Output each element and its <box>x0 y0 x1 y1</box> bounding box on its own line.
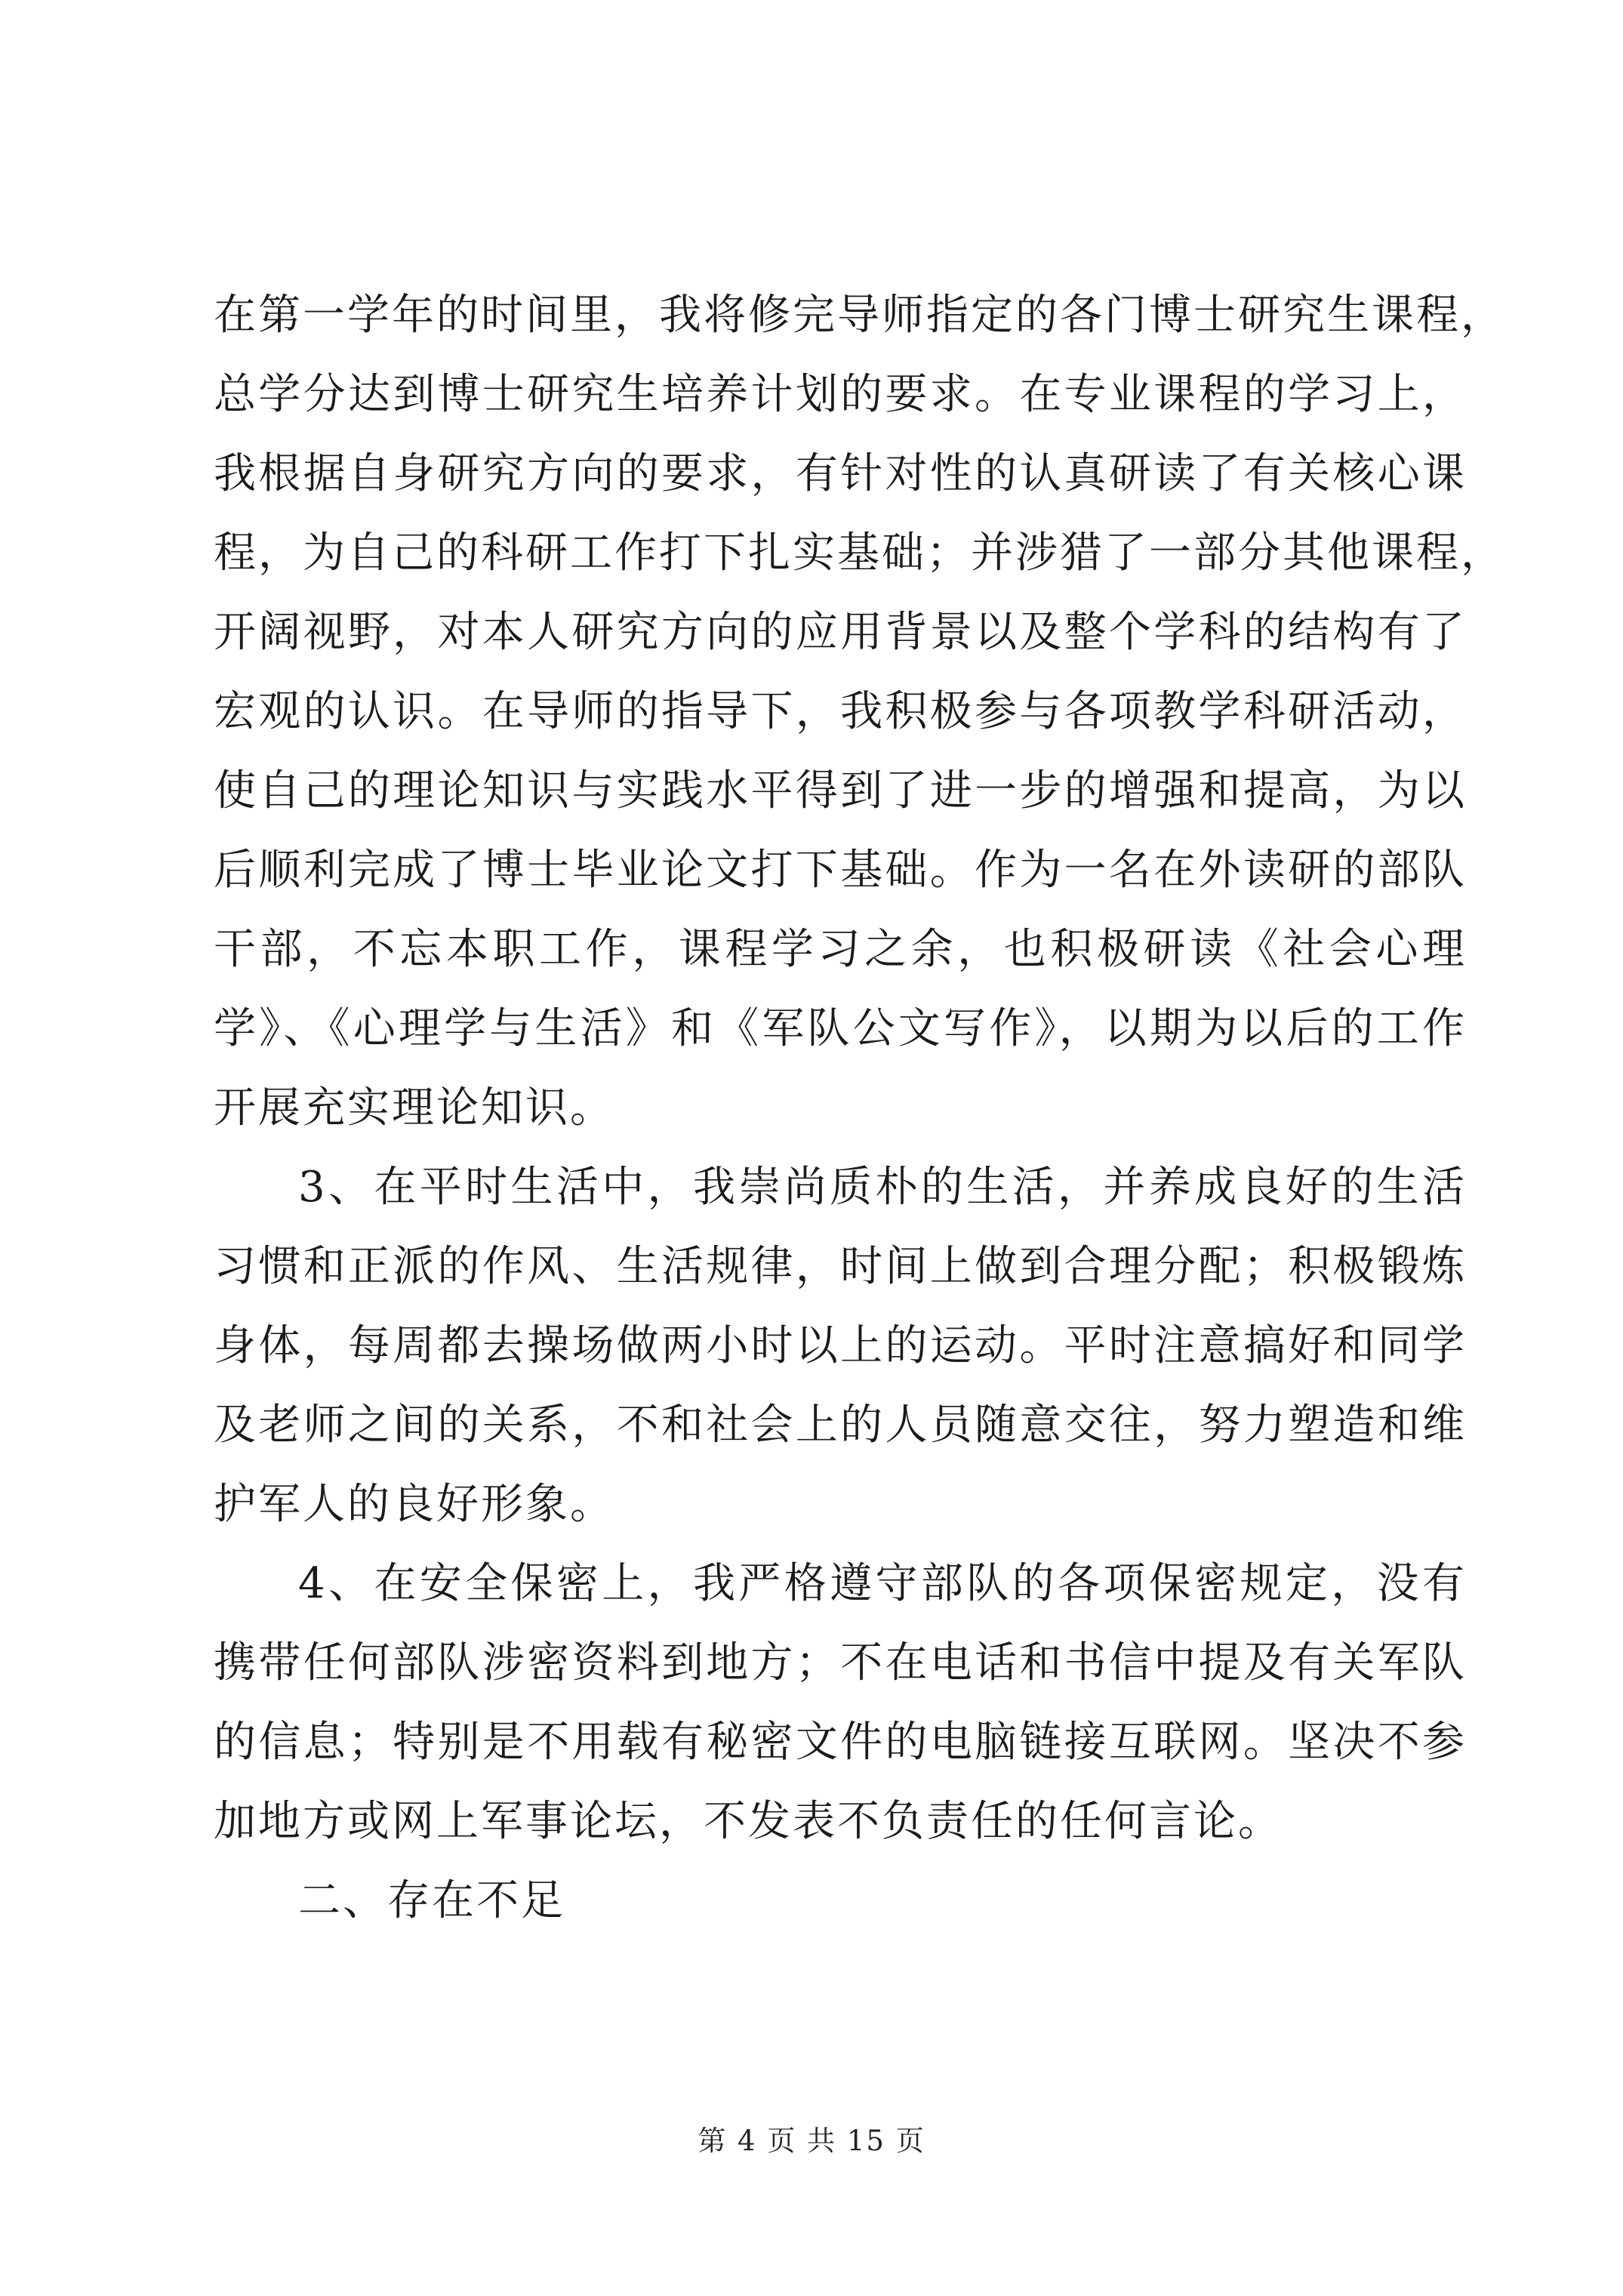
section-heading: 二、存在不足 <box>298 1876 565 1925</box>
text-line-18: 携带任何部队涉密资料到地方；不在电话和书信中提及有关军队 <box>214 1638 1467 1687</box>
text-line-9: 干部，不忘本职工作，课程学习之余，也积极研读《社会心理 <box>214 925 1467 974</box>
text-line-17: 4、在安全保密上，我严格遵守部队的各项保密规定，没有 <box>298 1559 1467 1608</box>
text-line-12: 3、在平时生活中，我崇尚质朴的生活，并养成良好的生活 <box>298 1163 1467 1212</box>
text-line-7: 使自己的理论知识与实践水平得到了进一步的增强和提高，为以 <box>214 766 1467 815</box>
text-line-4: 程，为自己的科研工作打下扎实基础；并涉猎了一部分其他课程， <box>214 529 1505 578</box>
text-line-11: 开展充实理论知识。 <box>214 1083 614 1133</box>
text-line-1: 在第一学年的时间里，我将修完导师指定的各门博士研究生课程， <box>214 291 1505 340</box>
text-line-2: 总学分达到博士研究生培养计划的要求。在专业课程的学习上， <box>214 370 1467 419</box>
text-line-13: 习惯和正派的作风、生活规律，时间上做到合理分配；积极锻炼 <box>214 1242 1467 1291</box>
text-line-6: 宏观的认识。在导师的指导下，我积极参与各项教学科研活动， <box>214 687 1467 736</box>
text-line-19: 的信息；特别是不用载有秘密文件的电脑链接互联网。坚决不参 <box>214 1718 1467 1767</box>
text-line-8: 后顺利完成了博士毕业论文打下基础。作为一名在外读研的部队 <box>214 846 1467 895</box>
text-line-16: 护军人的良好形象。 <box>214 1480 614 1529</box>
text-line-10: 学》、《心理学与生活》和《军队公文写作》，以期为以后的工作 <box>214 1004 1467 1053</box>
text-line-15: 及老师之间的关系，不和社会上的人员随意交往，努力塑造和维 <box>214 1401 1467 1450</box>
page-number-footer: 第 4 页 共 15 页 <box>698 2125 925 2157</box>
text-line-14: 身体，每周都去操场做两小时以上的运动。平时注意搞好和同学 <box>214 1321 1467 1370</box>
text-line-20: 加地方或网上军事论坛，不发表不负责任的任何言论。 <box>214 1797 1283 1846</box>
text-line-5: 开阔视野，对本人研究方向的应用背景以及整个学科的结构有了 <box>214 608 1467 657</box>
text-line-3: 我根据自身研究方向的要求，有针对性的认真研读了有关核心课 <box>214 449 1467 498</box>
document-body <box>214 276 1505 1940</box>
